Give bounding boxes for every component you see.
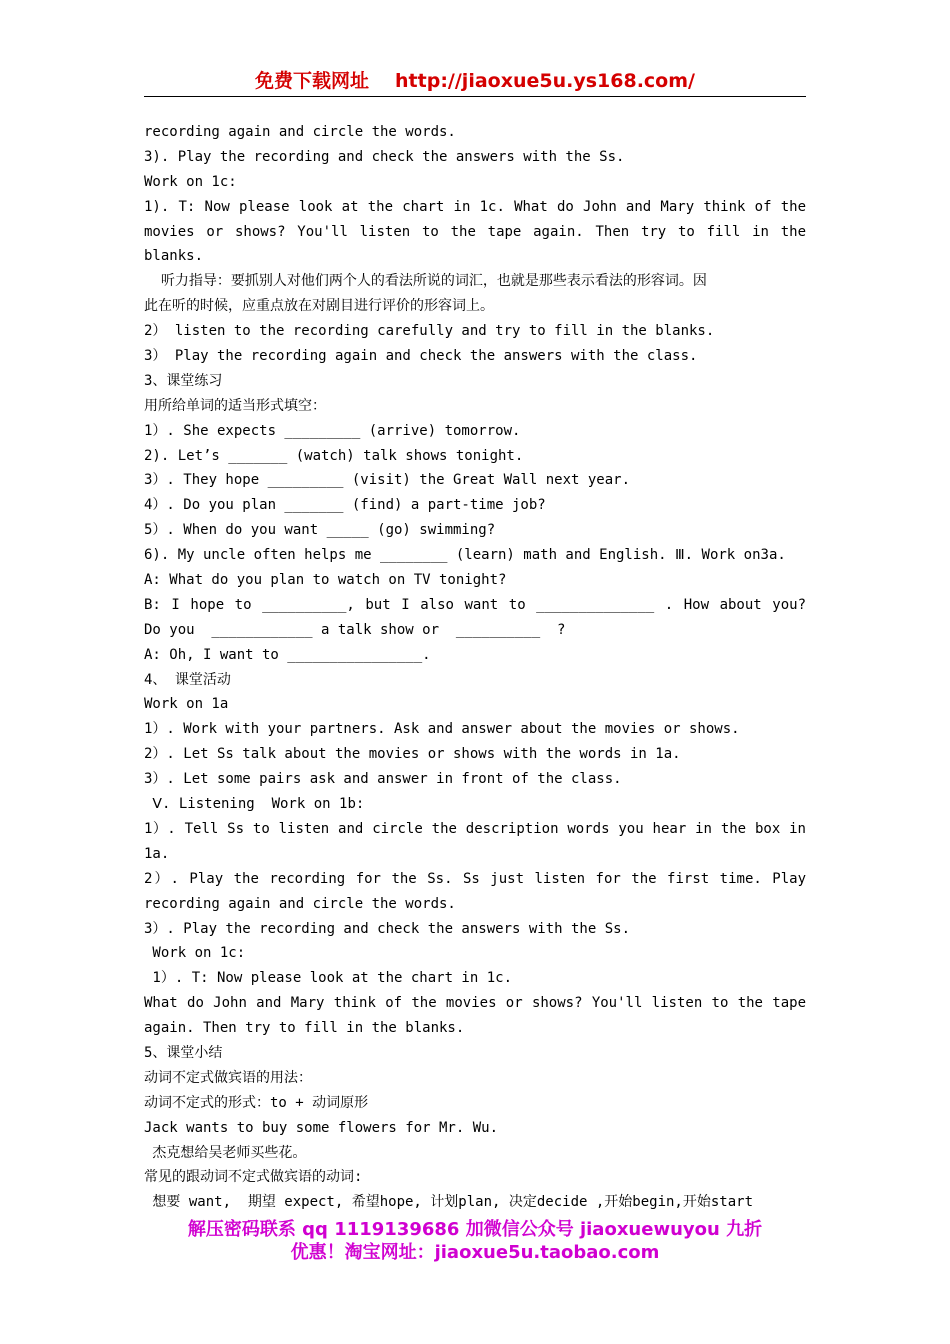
header-url-link[interactable]: http://jiaoxue5u.ys168.com/	[395, 70, 695, 92]
page-header	[144, 66, 806, 97]
text-line: 3）. They hope _________ (visit) the Great Wall next year.	[144, 472, 631, 489]
text-line: 4、 课堂活动	[144, 671, 231, 688]
text-line: 动词不定式做宾语的用法：	[144, 1069, 312, 1086]
text-line: 2）. Let Ss talk about the movies or shows with the words in 1a.	[144, 746, 681, 763]
text-line: Work on 1c:	[144, 173, 237, 190]
text-line: 3、课堂练习	[144, 372, 223, 389]
text-line: movies or shows? You'll listen to the tape again. Then try to fill in the	[144, 223, 806, 240]
text-line: 4）. Do you plan _______ (find) a part-time job?	[144, 497, 546, 514]
text-line: 3）. Let some pairs ask and answer in front of the class.	[144, 771, 622, 788]
text-line: 3). Play the recording and check the answers with the Ss.	[144, 148, 625, 165]
text-line: Work on 1c:	[144, 945, 246, 962]
text-line: recording again and circle the words.	[144, 124, 456, 140]
text-line: 3） Play the recording again and check the answers with the class.	[144, 348, 698, 365]
text-line: Do you ____________ a talk show or __________ ?	[144, 621, 566, 638]
text-line: recording again and circle the words.	[144, 895, 456, 912]
text-line: 想要 want, 期望 expect, 希望hope, 计划plan, 决定decide ,开始begin,开始start	[144, 1194, 754, 1211]
text-line: 听力指导：要抓别人对他们两个人的看法所说的词汇，也就是那些表示看法的形容词。因	[144, 273, 707, 290]
text-line: Work on 1a	[144, 696, 229, 713]
text-line: 动词不定式的形式：to + 动词原形	[144, 1094, 369, 1111]
text-line: What do John and Mary think of the movies or shows? You'll listen to the tape	[144, 995, 806, 1012]
text-line: Jack wants to buy some flowers for Mr. Wu.	[144, 1119, 499, 1136]
text-line: A: What do you plan to watch on TV tonight?	[144, 572, 507, 589]
text-line: 1a.	[144, 845, 170, 862]
text-line: 2). Let’s _______ (watch) talk shows tonight.	[144, 447, 524, 464]
footer-contact-line: 解压密码联系 qq 1119139686 加微信公众号 jiaoxuewuyou 九折	[187, 1219, 763, 1240]
header-site-label: 免费下载网址	[255, 70, 370, 92]
text-line: 杰克想给吴老师买些花。	[144, 1144, 307, 1161]
document-body	[144, 120, 806, 1215]
text-line: 1）. Tell Ss to listen and circle the description words you hear in the box in	[144, 820, 806, 837]
text-line: 用所给单词的适当形式填空：	[144, 397, 326, 414]
footer-shop-line: 优惠！淘宝网址：jiaoxue5u.taobao.com	[290, 1242, 660, 1263]
text-line: 1）. She expects _________ (arrive) tomorrow.	[144, 422, 521, 439]
text-line: A: Oh, I want to ________________.	[144, 646, 431, 663]
text-line: B: I hope to __________, but I also want to ______________ . How about you?	[144, 596, 806, 613]
page-footer	[120, 1218, 830, 1264]
text-line: 常见的跟动词不定式做宾语的动词:	[144, 1169, 363, 1186]
text-line: Ⅴ. Listening Work on 1b:	[144, 796, 365, 813]
text-line: 1). T: Now please look at the chart in 1c. What do John and Mary think of the	[144, 198, 806, 215]
text-line: 3）. Play the recording and check the answers with the Ss.	[144, 920, 631, 937]
text-line: 2） listen to the recording carefully and try to fill in the blanks.	[144, 323, 715, 340]
text-line: 5、课堂小结	[144, 1044, 223, 1061]
text-line: 1）. Work with your partners. Ask and answer about the movies or shows.	[144, 721, 740, 738]
text-line: 此在听的时候，应重点放在对剧目进行评价的形容词上。	[144, 298, 494, 315]
text-line: 2）. Play the recording for the Ss. Ss just listen for the first time. Play	[144, 870, 806, 887]
text-line: 1）. T: Now please look at the chart in 1c.	[144, 970, 513, 987]
text-line: blanks.	[144, 248, 204, 265]
text-line: 5）. When do you want _____ (go) swimming?	[144, 522, 496, 539]
text-line: again. Then try to fill in the blanks.	[144, 1020, 465, 1037]
text-line: 6). My uncle often helps me ________ (learn) math and English. Ⅲ. Work on3a.	[144, 547, 786, 564]
